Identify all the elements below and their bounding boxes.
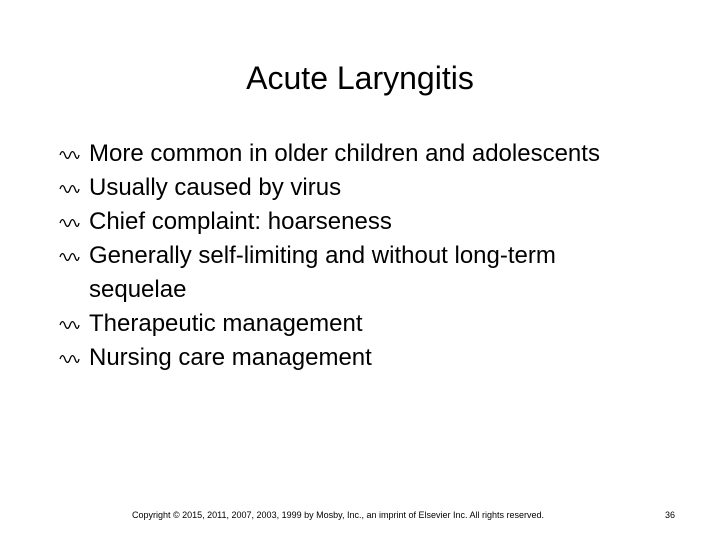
wavy-bullet-icon — [58, 183, 80, 195]
bullet-item — [58, 205, 658, 239]
slide-title: Acute Laryngitis — [246, 60, 474, 96]
wavy-bullet-icon — [58, 149, 80, 161]
bullet-item — [58, 171, 658, 205]
bullet-text: More common in older children and adolescents — [89, 140, 600, 167]
bullet-item — [58, 137, 658, 171]
bullet-text: Usually caused by virus — [89, 174, 342, 201]
page-number: 36 — [665, 510, 676, 520]
bullet-text: Chief complaint: hoarseness — [89, 208, 392, 235]
bullet-text: Nursing care management — [89, 344, 372, 371]
bullet-text: Therapeutic management — [89, 310, 363, 337]
wavy-bullet-icon — [58, 217, 80, 229]
wavy-bullet-icon — [58, 353, 80, 365]
bullet-item — [58, 307, 658, 341]
bullet-item — [58, 239, 658, 307]
copyright-footer: Copyright © 2015, 2011, 2007, 2003, 1999 by Mosby, Inc., an imprint of Elsevier Inc. All rights reserved. — [132, 510, 545, 520]
bullet-text: Generally self-limiting and without long-term sequelae — [89, 242, 556, 303]
wavy-bullet-icon — [58, 319, 80, 331]
wavy-bullet-icon — [58, 251, 80, 263]
bullet-list — [58, 137, 658, 375]
bullet-item — [58, 341, 658, 375]
